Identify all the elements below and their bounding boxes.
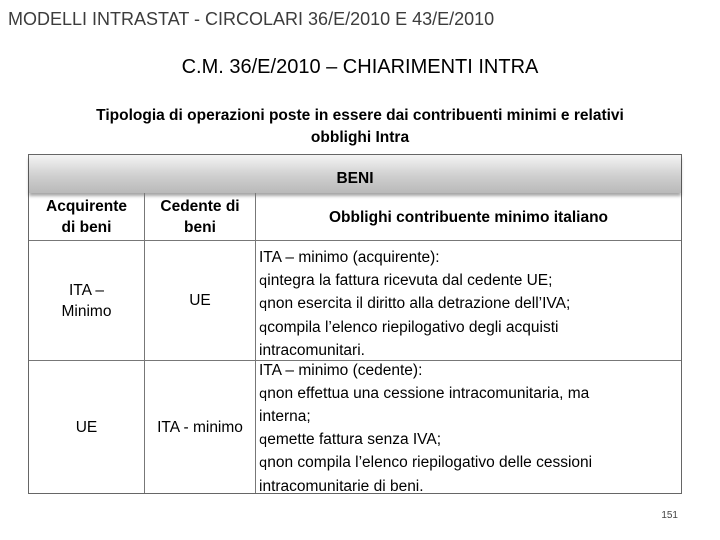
bullet-icon: q: [259, 320, 268, 336]
cedente-header-line-1: Cedente di: [160, 198, 240, 215]
description-line-2: obblighi Intra: [310, 129, 410, 146]
description-line-1: Tipologia di operazioni poste in essere dai contribuenti minimi e relativi: [96, 107, 624, 124]
row1-acquirente-line-1: ITA –: [68, 281, 105, 299]
row2-cedente: [145, 361, 255, 493]
page-number: 151: [661, 510, 678, 521]
row2-obblighi-item-1-cont: interna;: [259, 408, 311, 425]
obblighi-header: Obblighi contribuente minimo italiano: [329, 208, 608, 226]
column-header-obblighi: [256, 193, 681, 241]
row1-obblighi: [259, 247, 570, 363]
bullet-icon: q: [259, 432, 268, 448]
acquirente-header-line-1: Acquirente: [46, 198, 127, 215]
table-description: [20, 105, 700, 149]
acquirente-header-line-2: di beni: [61, 219, 112, 236]
row2-obblighi-intro: ITA – minimo (cedente):: [259, 362, 423, 379]
row1-acquirente-line-2: Minimo: [61, 302, 112, 320]
column-header-cedente: [145, 193, 255, 241]
column-header-acquirente: [29, 193, 144, 241]
row2-acquirente: [29, 361, 144, 493]
table-band: [29, 155, 681, 193]
row2-obblighi-item-3-cont: intracomunitarie di beni.: [259, 477, 424, 495]
row2-acquirente-value: UE: [75, 418, 98, 436]
row2-obblighi-item-3: qnon compila l’elenco riepilogativo delle cessioni: [259, 454, 593, 471]
slide-header: MODELLI INTRASTAT - CIRCOLARI 36/E/2010 E 43/E/2010: [8, 9, 495, 29]
row1-obblighi-item-3: qcompila l’elenco riepilogativo degli acquisti: [259, 318, 559, 336]
bullet-icon: q: [259, 386, 268, 402]
row2-obblighi-item-2: qemette fattura senza IVA;: [259, 430, 442, 448]
row2-obblighi-item-1: qnon effettua una cessione intracomunitaria, ma: [259, 384, 590, 402]
cedente-header-line-2: beni: [184, 219, 216, 236]
row1-obblighi-item-1: qintegra la fattura ricevuta dal cedente UE;: [259, 271, 553, 289]
row1-obblighi-item-2: qnon esercita il diritto alla detrazione dell’IVA;: [259, 295, 571, 312]
row2-cedente-value: ITA - minimo: [157, 418, 243, 436]
bullet-icon: q: [259, 273, 268, 289]
bullet-icon: q: [259, 456, 268, 471]
row2-obblighi: [259, 360, 592, 498]
row1-cedente: [145, 241, 255, 360]
bullet-icon: q: [259, 297, 268, 312]
slide-subtitle: C.M. 36/E/2010 – CHIARIMENTI INTRA: [181, 56, 539, 78]
band-label: BENI: [336, 170, 374, 187]
row1-obblighi-item-3-cont: intracomunitari.: [259, 342, 365, 359]
obligations-table: [28, 154, 682, 494]
row1-cedente-value: UE: [189, 292, 211, 309]
row1-acquirente: [29, 241, 144, 360]
row1-obblighi-intro: ITA – minimo (acquirente):: [259, 249, 440, 266]
